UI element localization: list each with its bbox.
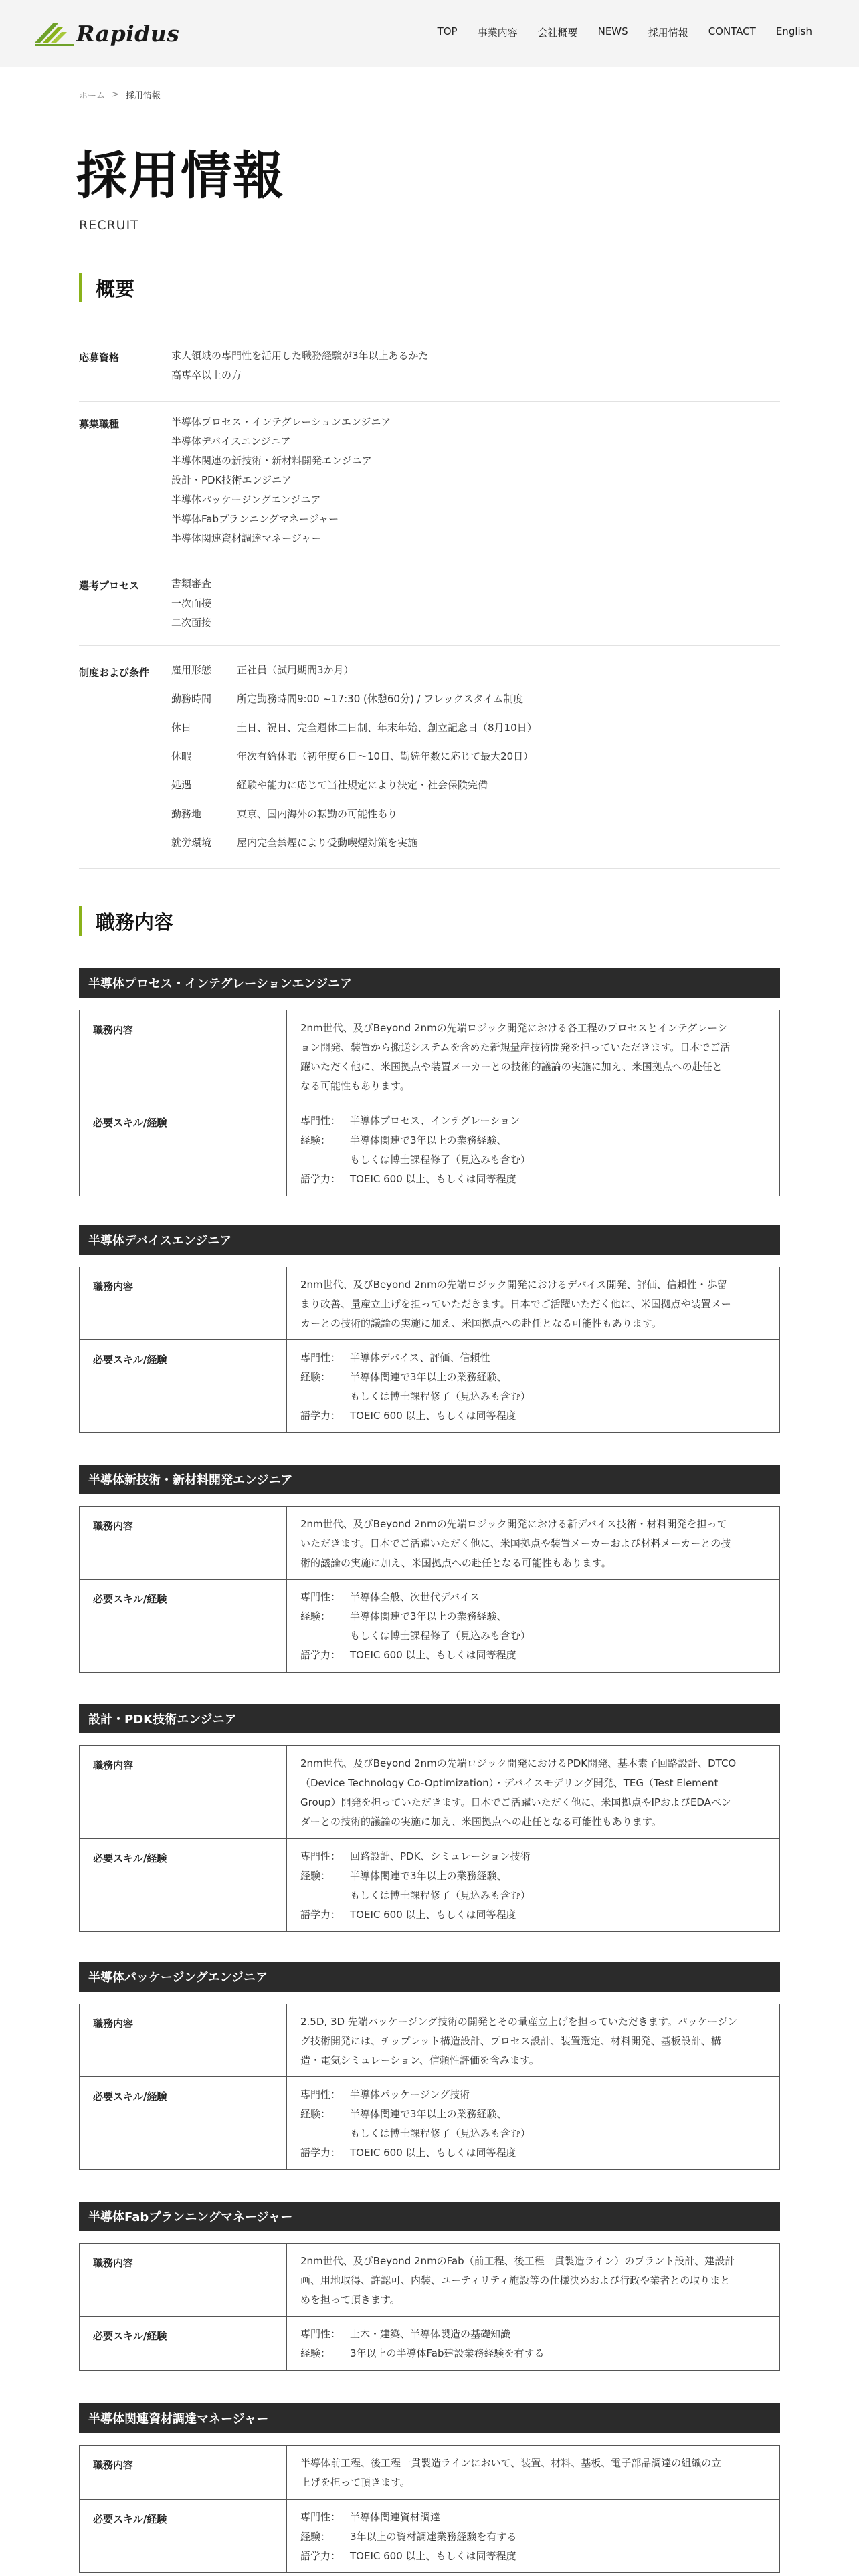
duty-line: ダーとの技術的議論の実施に加え、米国拠点への赴任となる可能性もあります。 [300, 1816, 662, 1828]
skill-value: 半導体デバイス、評価、信頼性 [350, 1352, 490, 1364]
skill-value: 半導体関連で3年以上の業務経験、 [350, 2108, 507, 2120]
skill-key: 経験： [300, 2347, 331, 2359]
duty-line: いただきます。日本でご活躍いただく他に、米国拠点や装置メーカーおよび材料メーカーとの技 [300, 1537, 731, 1549]
skill-item [300, 1646, 769, 1665]
nav-english[interactable]: English [775, 25, 812, 37]
skill-list [287, 1580, 779, 1672]
duty-line: 画、用地取得、許認可、内装、ユーティリティ施設等の仕様決めおよび行政や業者との取りまと [300, 2274, 731, 2286]
condition-value: 土日、祝日、完全週休二日制、年末年始、創立記念日（8月10日） [237, 722, 537, 734]
skill-item [300, 1170, 769, 1189]
duty-label: 職務内容 [80, 2446, 287, 2499]
skill-row [80, 1339, 779, 1432]
process-step: 二次面接 [171, 617, 212, 629]
job-title: 半導体プロセス・インテグレーションエンジニア [79, 968, 780, 998]
skill-key: 専門性： [300, 2328, 341, 2340]
skill-key: 語学力： [300, 2147, 341, 2159]
duty-row [80, 1507, 779, 1579]
condition-row [171, 742, 537, 770]
overview-qualification [79, 340, 780, 402]
skill-item [300, 1626, 769, 1646]
process-label: 選考プロセス [79, 580, 140, 592]
skill-value: TOEIC 600 以上、もしくは同等程度 [350, 1173, 516, 1185]
duty-text [287, 2446, 779, 2499]
duty-line: Group）開発を担っていただきます。日本でご活躍いただく他に、米国拠点やIPおよびEDAベン [300, 1796, 731, 1808]
qualification-line: 求人領域の専門性を活用した職務経験が3年以上あるかた [171, 350, 429, 362]
skill-key [300, 2124, 350, 2143]
nav-company[interactable]: 会社概要 [537, 27, 578, 39]
condition-value: 経験や能力に応じて当社規定により決定・社会保険完備 [237, 779, 488, 791]
duty-row [80, 1746, 779, 1838]
skill-row [80, 2316, 779, 2370]
condition-value: 年次有給休暇（初年度６日～10日、勤続年数に応じて最大20日） [237, 750, 534, 762]
logo-text: Rapidus [76, 20, 180, 47]
condition-row [171, 655, 537, 684]
overview-positions [79, 401, 780, 562]
skill-list [287, 1103, 779, 1196]
duty-line: 術的議論の実施に加え、米国拠点への赴任となる可能性もあります。 [300, 1557, 611, 1569]
process-value [171, 574, 211, 633]
position-item: 半導体関連資材調達マネージャー [171, 532, 322, 544]
condition-key: 休暇 [171, 750, 192, 762]
skill-label: 必要スキル/経験 [80, 2077, 287, 2169]
duty-line: 半導体前工程、後工程一貫製造ラインにおいて、装置、材料、基板、電子部品調達の組織の立 [300, 2457, 722, 2469]
job-title: 半導体Fabプランニングマネージャー [79, 2202, 780, 2231]
duty-line: 2nm世代、及びBeyond 2nmの先端ロジック開発における新デバイス技術・材料開発を担って [300, 1518, 727, 1530]
skill-value: 半導体プロセス、インテグレーション [350, 1115, 520, 1127]
condition-key: 勤務時間 [171, 693, 212, 705]
duty-label: 職務内容 [80, 1507, 287, 1579]
skill-item [300, 2325, 769, 2344]
condition-value: 東京、国内海外の転勤の可能性あり [237, 808, 398, 820]
skill-list [287, 2500, 779, 2572]
job-table [79, 1010, 780, 1196]
skill-value: 3年以上の資材調達業務経験を有する [350, 2531, 517, 2543]
skill-value: TOEIC 600 以上、もしくは同等程度 [350, 1909, 516, 1921]
skill-label: 必要スキル/経験 [80, 1580, 287, 1672]
duty-line: 2nm世代、及びBeyond 2nmの先端ロジック開発におけるPDK開発、基本素子回路設計、DTCO [300, 1757, 737, 1769]
conditions-table [171, 655, 537, 857]
job-table [79, 1506, 780, 1673]
duty-line: なる可能性もあります。 [300, 1080, 410, 1092]
job-title: 設計・PDK技術エンジニア [79, 1704, 780, 1733]
job-section [79, 1962, 780, 2170]
conditions-label: 制度および条件 [79, 667, 150, 679]
skill-item [300, 1886, 769, 1905]
condition-key: 勤務地 [171, 808, 202, 820]
skill-key [300, 1886, 350, 1905]
skill-value: もしくは博士課程修了（見込みも含む） [350, 2127, 531, 2139]
skill-key [300, 1387, 350, 1406]
breadcrumb-current: 採用情報 [125, 91, 161, 101]
duty-line: めを担って頂きます。 [300, 2294, 400, 2306]
skill-key: 専門性： [300, 1591, 341, 1603]
duty-row [80, 1267, 779, 1339]
breadcrumb [79, 88, 161, 108]
condition-row [171, 684, 537, 713]
duty-label: 職務内容 [80, 1010, 287, 1103]
job-table [79, 2004, 780, 2170]
duty-row [80, 2004, 779, 2076]
skill-item [300, 2527, 769, 2547]
job-section [79, 1225, 780, 1433]
page-subtitle: RECRUIT [79, 218, 139, 233]
duty-line: （Device Technology Co-Optimization）・デバイスモデリング開発、TEG（Test Element [300, 1777, 719, 1789]
skill-key: 専門性： [300, 2511, 341, 2523]
skill-key: 専門性： [300, 2088, 341, 2101]
skill-value: 回路設計、PDK、シミュレーション技術 [350, 1850, 531, 1862]
jobs-heading: 職務内容 [79, 906, 173, 936]
duty-line: グ技術開発には、チップレット構造設計、プロセス設計、装置選定、材料開発、基板設計、構 [300, 2035, 721, 2047]
overview-heading: 概要 [79, 273, 134, 302]
skill-key [300, 1150, 350, 1170]
rapidus-logo[interactable] [33, 19, 179, 48]
skill-item [300, 2105, 769, 2124]
skill-value: 半導体関連で3年以上の業務経験、 [350, 1870, 507, 1882]
skill-label: 必要スキル/経験 [80, 1839, 287, 1931]
duty-label: 職務内容 [80, 2244, 287, 2316]
skill-value: TOEIC 600 以上、もしくは同等程度 [350, 2550, 516, 2562]
condition-value: 正社員（試用期間3か月） [237, 664, 354, 676]
skill-key: 語学力： [300, 1649, 341, 1661]
condition-key: 休日 [171, 722, 192, 734]
position-item: 半導体デバイスエンジニア [171, 435, 291, 447]
skill-item [300, 2085, 769, 2105]
job-title: 半導体デバイスエンジニア [79, 1225, 780, 1255]
duty-row [80, 1010, 779, 1103]
skill-value: 半導体パッケージング技術 [350, 2088, 470, 2101]
skill-key: 経験： [300, 1610, 331, 1622]
skill-key: 専門性： [300, 1352, 341, 1364]
duty-label: 職務内容 [80, 1746, 287, 1838]
skill-label: 必要スキル/経験 [80, 1103, 287, 1196]
skill-item [300, 1368, 769, 1387]
nav-news[interactable]: NEWS [597, 25, 628, 37]
skill-key: 語学力： [300, 1410, 341, 1422]
duty-line: 2nm世代、及びBeyond 2nmのFab（前工程、後工程一貫製造ライン）のプラント設計、建設計 [300, 2255, 735, 2267]
skill-list [287, 2317, 779, 2370]
skill-list [287, 1340, 779, 1432]
skill-list [287, 2077, 779, 2169]
condition-row [171, 828, 537, 857]
process-step: 一次面接 [171, 597, 212, 609]
skill-value: TOEIC 600 以上、もしくは同等程度 [350, 2147, 516, 2159]
skill-key [300, 1626, 350, 1646]
condition-row [171, 799, 537, 828]
skill-item [300, 1588, 769, 1607]
position-item: 半導体プロセス・インテグレーションエンジニア [171, 416, 391, 428]
skill-item [300, 1905, 769, 1925]
job-table [79, 1745, 780, 1932]
skill-item [300, 1866, 769, 1886]
duty-line: 2nm世代、及びBeyond 2nmの先端ロジック開発における各工程のプロセスとインテグレーシ [300, 1022, 727, 1034]
condition-key: 処遇 [171, 779, 192, 791]
duty-label: 職務内容 [80, 2004, 287, 2076]
skill-item [300, 1131, 769, 1150]
skill-value: TOEIC 600 以上、もしくは同等程度 [350, 1410, 516, 1422]
skill-list [287, 1839, 779, 1931]
condition-row [171, 770, 537, 799]
position-item: 設計・PDK技術エンジニア [171, 474, 292, 486]
skill-value: 3年以上の半導体Fab建設業務経験を有する [350, 2347, 545, 2359]
skill-row [80, 1579, 779, 1672]
skill-key: 経験： [300, 2108, 331, 2120]
skill-item [300, 2508, 769, 2527]
condition-row [171, 713, 537, 742]
skill-item [300, 1847, 769, 1866]
condition-value: 屋内完全禁煙により受動喫煙対策を実施 [237, 837, 418, 849]
qualification-value [171, 346, 429, 385]
job-section [79, 968, 780, 1196]
breadcrumb-home[interactable]: ホーム [79, 91, 106, 101]
skill-item [300, 2547, 769, 2566]
duty-line: まり改善、量産立上げを担っていただきます。日本でご活躍いただく他に、米国拠点や装置メー [300, 1298, 731, 1310]
overview-process [79, 562, 780, 646]
skill-item [300, 1150, 769, 1170]
skill-row [80, 1103, 779, 1196]
skill-value: もしくは博士課程修了（見込みも含む） [350, 1630, 531, 1642]
skill-key: 経験： [300, 1870, 331, 1882]
nav-contact[interactable]: CONTACT [708, 25, 756, 37]
job-table [79, 2243, 780, 2371]
skill-key: 専門性： [300, 1115, 341, 1127]
duty-row [80, 2446, 779, 2499]
nav-recruit[interactable]: 採用情報 [648, 27, 688, 39]
duty-line: 2.5D, 3D 先端パッケージング技術の開発とその量産立上げを担っていただきます。パッケージン [300, 2016, 737, 2028]
main-nav [438, 25, 812, 39]
skill-value: 半導体関連で3年以上の業務経験、 [350, 1371, 507, 1383]
duty-row [80, 2244, 779, 2316]
breadcrumb-separator: > [112, 90, 119, 100]
job-section [79, 1465, 780, 1673]
skill-label: 必要スキル/経験 [80, 1340, 287, 1432]
duty-text [287, 1507, 779, 1579]
skill-item [300, 1607, 769, 1626]
positions-label: 募集職種 [79, 418, 120, 430]
page-title: 採用情報 [76, 146, 285, 205]
duty-text [287, 1267, 779, 1339]
skill-key: 語学力： [300, 1173, 341, 1185]
rapidus-logo-mark-icon [33, 19, 75, 48]
skill-key: 経験： [300, 2531, 331, 2543]
skill-key: 語学力： [300, 2550, 341, 2562]
job-section [79, 2403, 780, 2573]
duty-line: ョン開発、装置から搬送システムを含めた新規量産技術開発を担っていただきます。日本でご活 [300, 1041, 731, 1053]
duty-text [287, 1746, 779, 1838]
skill-value: TOEIC 600 以上、もしくは同等程度 [350, 1649, 516, 1661]
duty-line: 造・電気シミュレーション、信頼性評価を含みます。 [300, 2054, 539, 2066]
position-item: 半導体Fabプランニングマネージャー [171, 513, 339, 525]
skill-value: 土木・建築、半導体製造の基礎知識 [350, 2328, 511, 2340]
job-table [79, 2445, 780, 2573]
skill-value: 半導体関連資材調達 [350, 2511, 441, 2523]
position-item: 半導体パッケージングエンジニア [171, 494, 321, 506]
skill-item [300, 1387, 769, 1406]
duty-label: 職務内容 [80, 1267, 287, 1339]
skill-value: 半導体全般、次世代デバイス [350, 1591, 480, 1603]
skill-value: 半導体関連で3年以上の業務経験、 [350, 1610, 507, 1622]
skill-key: 専門性： [300, 1850, 341, 1862]
duty-text [287, 2244, 779, 2316]
job-title: 半導体パッケージングエンジニア [79, 1962, 780, 1992]
duty-line: 躍いただく他に、米国拠点や装置メーカーとの技術的議論の実施に加え、米国拠点への赴任と [300, 1061, 723, 1073]
condition-value: 所定勤務時間9:00 ~17:30 (休憩60分) / フレックスタイム制度 [237, 693, 524, 705]
skill-item [300, 2143, 769, 2163]
skill-value: もしくは博士課程修了（見込みも含む） [350, 1390, 531, 1402]
skill-row [80, 2499, 779, 2572]
condition-key: 就労環境 [171, 837, 212, 849]
process-step: 書類審査 [171, 578, 212, 590]
qualification-label: 応募資格 [79, 352, 120, 364]
skill-item [300, 2124, 769, 2143]
job-title: 半導体新技術・新材料開発エンジニア [79, 1465, 780, 1494]
position-item: 半導体関連の新技術・新材料開発エンジニア [171, 455, 372, 467]
nav-top[interactable]: TOP [437, 25, 458, 37]
duty-text [287, 1010, 779, 1103]
qualification-line: 高専卒以上の方 [171, 369, 242, 381]
overview-conditions [79, 645, 780, 869]
skill-label: 必要スキル/経験 [80, 2500, 287, 2572]
skill-value: もしくは博士課程修了（見込みも含む） [350, 1154, 531, 1166]
job-section [79, 1704, 780, 1932]
condition-key: 雇用形態 [171, 664, 212, 676]
skill-row [80, 2076, 779, 2169]
job-title: 半導体関連資材調達マネージャー [79, 2403, 780, 2433]
skill-key: 語学力： [300, 1909, 341, 1921]
skill-value: もしくは博士課程修了（見込みも含む） [350, 1889, 531, 1901]
skill-value: 半導体関連で3年以上の業務経験、 [350, 1134, 507, 1146]
duty-line: 上げを担って頂きます。 [300, 2476, 410, 2488]
job-section [79, 2202, 780, 2371]
site-header [0, 0, 859, 67]
skill-key: 経験： [300, 1371, 331, 1383]
duty-line: 2nm世代、及びBeyond 2nmの先端ロジック開発におけるデバイス開発、評価、信頼性・歩留 [300, 1279, 727, 1291]
duty-text [287, 2004, 779, 2076]
skill-row [80, 1838, 779, 1931]
skill-key: 経験： [300, 1134, 331, 1146]
skill-item [300, 2344, 769, 2363]
duty-line: カーとの技術的議論の実施に加え、米国拠点への赴任となる可能性もあります。 [300, 1317, 662, 1329]
skill-item [300, 1406, 769, 1426]
skill-item [300, 1348, 769, 1368]
nav-business[interactable]: 事業内容 [477, 27, 518, 39]
skill-label: 必要スキル/経験 [80, 2317, 287, 2370]
skill-item [300, 1111, 769, 1131]
job-table [79, 1267, 780, 1433]
positions-value [171, 413, 391, 548]
